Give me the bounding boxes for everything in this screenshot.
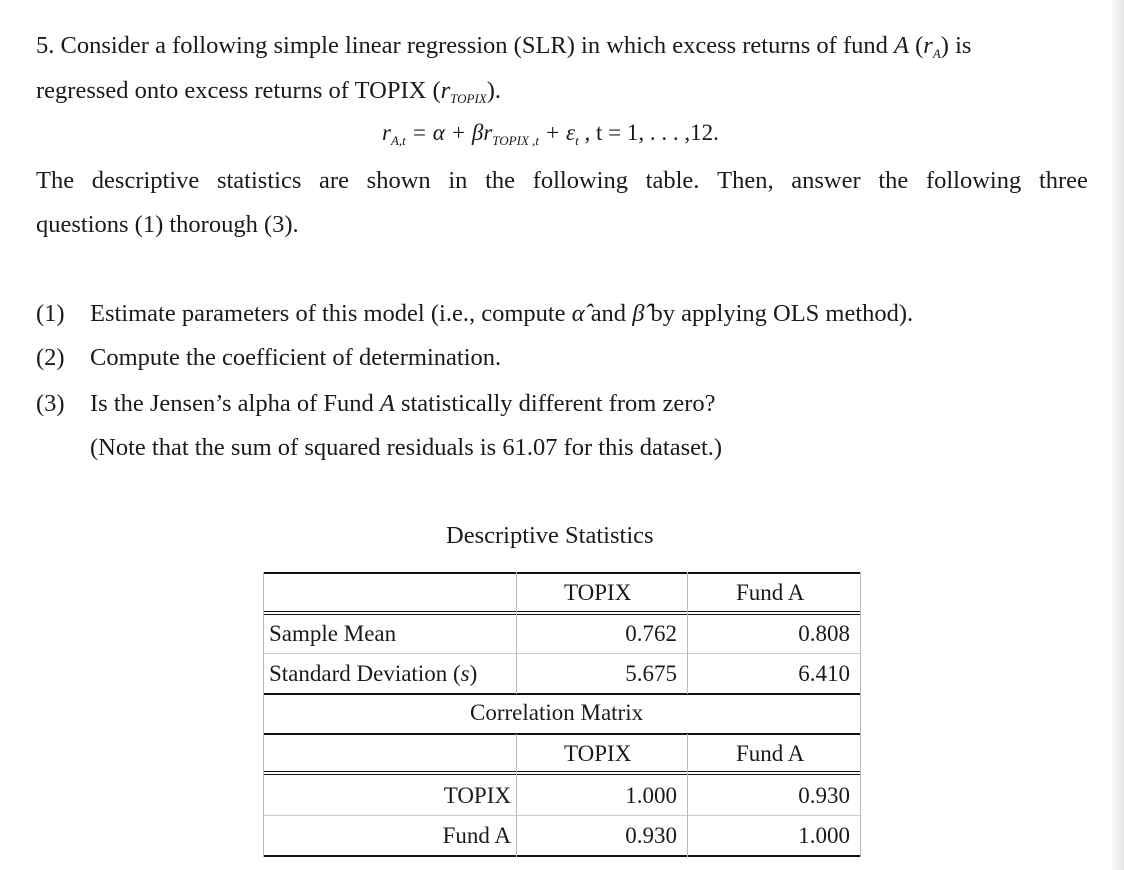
cell-fund-std: 6.410 [798,661,850,686]
corr-cell: 0.930 [798,783,850,808]
intro-text: regressed onto excess returns of TOPIX ( [36,77,441,104]
description-line-2: questions (1) thorough (3). [36,211,299,238]
row-label-std-dev [269,661,477,687]
word: three [1038,167,1088,194]
corr-cell: 0.930 [625,823,677,848]
label-variable: s [460,661,470,686]
word: descriptive [91,167,200,194]
problem-intro-line-1 [36,32,971,62]
question-text: Estimate parameters of this model (i.e., compute [90,300,572,327]
word: answer [791,167,861,194]
question-1 [36,300,913,328]
table-vline [263,734,264,857]
question-text: Is the Jensen’s alpha of Fund [90,390,380,417]
formula-alpha-beta: = α + β [405,120,484,145]
r-symbol: r [382,120,391,145]
cell-topix-std: 5.675 [625,661,677,686]
page-edge-shadow [1110,0,1124,870]
question-2 [36,344,501,372]
fund-variable: A [894,32,909,59]
label-text: Standard Deviation ( [269,661,461,686]
intro-text: ( [908,32,924,59]
corr-header-topix: TOPIX [564,741,632,766]
subscript-topix-t: TOPIX ,t [492,133,540,148]
problem-intro-line-2 [36,77,501,107]
question-text: by applying OLS method). [644,300,914,327]
table-vline [516,572,517,694]
table-rule-light [263,815,861,816]
word: following [532,167,628,194]
word: The [36,167,75,194]
word: the [878,167,909,194]
question-number: (3) [36,390,65,417]
question-text: and [584,300,633,327]
corr-cell: 1.000 [625,783,677,808]
table-rule [263,733,861,735]
table-vline [516,734,517,857]
question-text: Compute the coefficient of determination. [90,344,502,371]
row-label-sample-mean: Sample Mean [269,621,397,646]
subscript-t: t [575,133,579,148]
word: in [448,167,468,194]
table-vline [263,572,264,694]
r-symbol: r [440,77,451,104]
table-rule-light [263,653,861,654]
table-rule-top [263,572,861,574]
table-vline [860,572,861,857]
table-rule [263,611,861,612]
question-3-note: (Note that the sum of squared residuals is 61.07 for this dataset.) [90,434,723,461]
cell-fund-mean: 0.808 [798,621,850,646]
descriptive-statistics-table [263,572,861,858]
table-vline [263,694,264,734]
r-symbol: r [923,32,933,59]
table-rule [263,774,861,775]
word: following [925,167,1022,194]
table-rule [263,614,861,615]
table-vline [687,572,688,694]
question-text: statistically different from zero? [394,390,716,417]
word: the [485,167,516,194]
table-rule [263,693,861,695]
description-line-1 [36,167,1088,195]
word: Then, [717,167,774,194]
cell-topix-mean: 0.762 [625,621,677,646]
corr-header-fund-a: Fund A [736,741,805,766]
corr-row-label-fund-a: Fund A [442,823,511,848]
word: table. [645,167,700,194]
table-vline [687,734,688,857]
correlation-matrix-title: Correlation Matrix [470,700,644,725]
beta-hat: β̂ [632,300,645,327]
corr-cell: 1.000 [798,823,850,848]
table-rule-bottom [263,855,861,857]
header-fund-a: Fund A [736,580,805,605]
word: are [319,167,349,194]
question-number: (1) [36,300,65,327]
corr-row-label-topix: TOPIX [443,783,511,808]
table-caption: Descriptive Statistics [446,522,654,549]
intro-text: ) is [940,32,972,59]
subscript-topix: TOPIX [450,91,487,106]
word: shown [366,167,431,194]
intro-text: ). [486,77,502,104]
question-number: (2) [36,344,65,371]
word: statistics [216,167,302,194]
regression-formula [382,120,719,149]
r-symbol: r [483,120,493,145]
alpha-hat: α̂ [571,300,585,327]
question-3 [36,390,716,418]
formula-range: , t = 1, . . . ,12. [578,120,719,145]
subscript-a-t: A,t [390,133,406,148]
label-text: ) [469,661,478,686]
subscript-a: A [932,46,941,61]
intro-text: 5. Consider a following simple linear regression (SLR) in which excess returns of fund [36,32,895,59]
header-topix: TOPIX [564,580,632,605]
fund-variable: A [379,390,395,417]
formula-epsilon: + ε [539,120,576,145]
table-rule [263,771,861,772]
